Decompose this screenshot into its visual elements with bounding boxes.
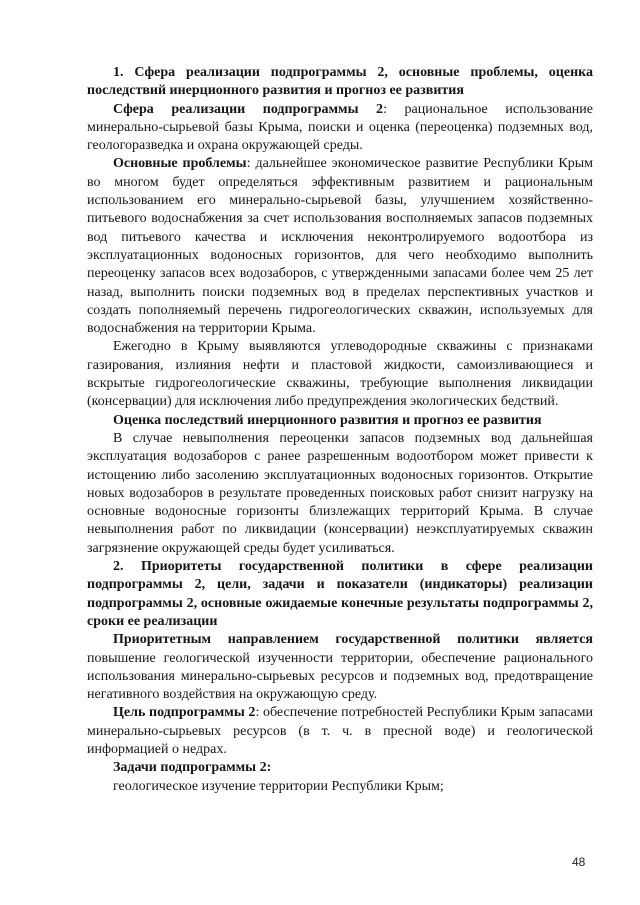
problems-text: : дальнейшее экономическое развитие Республики Крым во многом будет определяться эффективным развитием и рациональным использованием его минерально-сырьевой базы, улучшением хозяйственно-питьевого водоснабжения за счет использования восполняемых запасов подземных вод питьевого качества и исключения неконтролируемого водоотбора из эксплуатационных водоносных горизонтов, для чего необходимо выполнить переоценку запасов всех водозаборов, с утвержденными запасами более чем 25 лет назад, выполнить поиски подземных вод в пределах перспективных участков и создать пополняемый перечень гидрогеологических скважин, используемых для водоснабжения на территории Крыма. (87, 156, 593, 337)
priority-text: повышение геологической изученности территории, обеспечение рационального использования минерально-сырьевых ресурсов и подземных вод, предотвращение негативного воздействия на окружающую среду. (87, 650, 593, 703)
assessment-paragraph: В случае невыполнения переоценки запасов подземных вод дальнейшая эксплуатация водозаборов с ранее разрешенным водоотбором может привести к истощению либо засолению эксплуатационных водоносных горизонтов. Открытие новых водозаборов в результате проведенных поисковых работ снизит нагрузку на основные водоносные горизонты близлежащих территорий Крыма. В случае невыполнения работ по ликвидации (консервации) неэксплуатируемых скважин загрязнение окружающей среды будет усиливаться. (87, 430, 593, 556)
goal-text: : обеспечение потребностей Республики Крым запасами минерально-сырьевых ресурсов (в т. ч. в пресной воде) и геологической информацией о недрах. (87, 705, 594, 757)
section-1-heading: 1. Сфера реализации подпрограммы 2, основные проблемы, оценка последствий инерционного развития и прогноз ее развития (87, 65, 593, 99)
annual-paragraph: Ежегодно в Крыму выявляются углеводородные скважины с признаками газирования, излияния нефти и пластовой жидкости, самоизливающиеся и вскрытые гидрогеологические скважины, требующие выполнения ликвидации (консервации) для исключения либо предупреждения экологических бедствий. (87, 339, 593, 410)
tasks-label: Задачи подпрограммы 2: (113, 760, 272, 776)
goal-label: Цель подпрограммы 2 (113, 705, 256, 721)
problems-label: Основные проблемы (113, 156, 247, 172)
task-item: геологическое изучение территории Республики Крым; (113, 778, 444, 794)
scope-text: : рациональное использование минерально-сырьевой базы Крыма, поиски и оценка (переоценка) подземных вод, геологоразведка и охрана окружающей среды. (87, 101, 593, 154)
goal-paragraph (87, 704, 593, 759)
assessment-heading: Оценка последствий инерционного развития и прогноз ее развития (113, 412, 542, 428)
section-2-heading: 2. Приоритеты государственной политики в сфере реализации подпрограммы 2, цели, задачи и показатели (индикаторы) реализации подпрограммы 2, основные ожидаемые конечные результаты подпрограммы 2, сроки ее реализации (87, 559, 593, 629)
document-body (87, 64, 593, 796)
priority-paragraph (87, 631, 593, 704)
scope-label: Сфера реализации подпрограммы 2 (113, 101, 384, 117)
scope-paragraph (87, 101, 593, 156)
page-number: 48 (572, 855, 586, 869)
problems-paragraph (87, 155, 593, 338)
priority-label: Приоритетным направлением государственной политики является (113, 632, 593, 648)
